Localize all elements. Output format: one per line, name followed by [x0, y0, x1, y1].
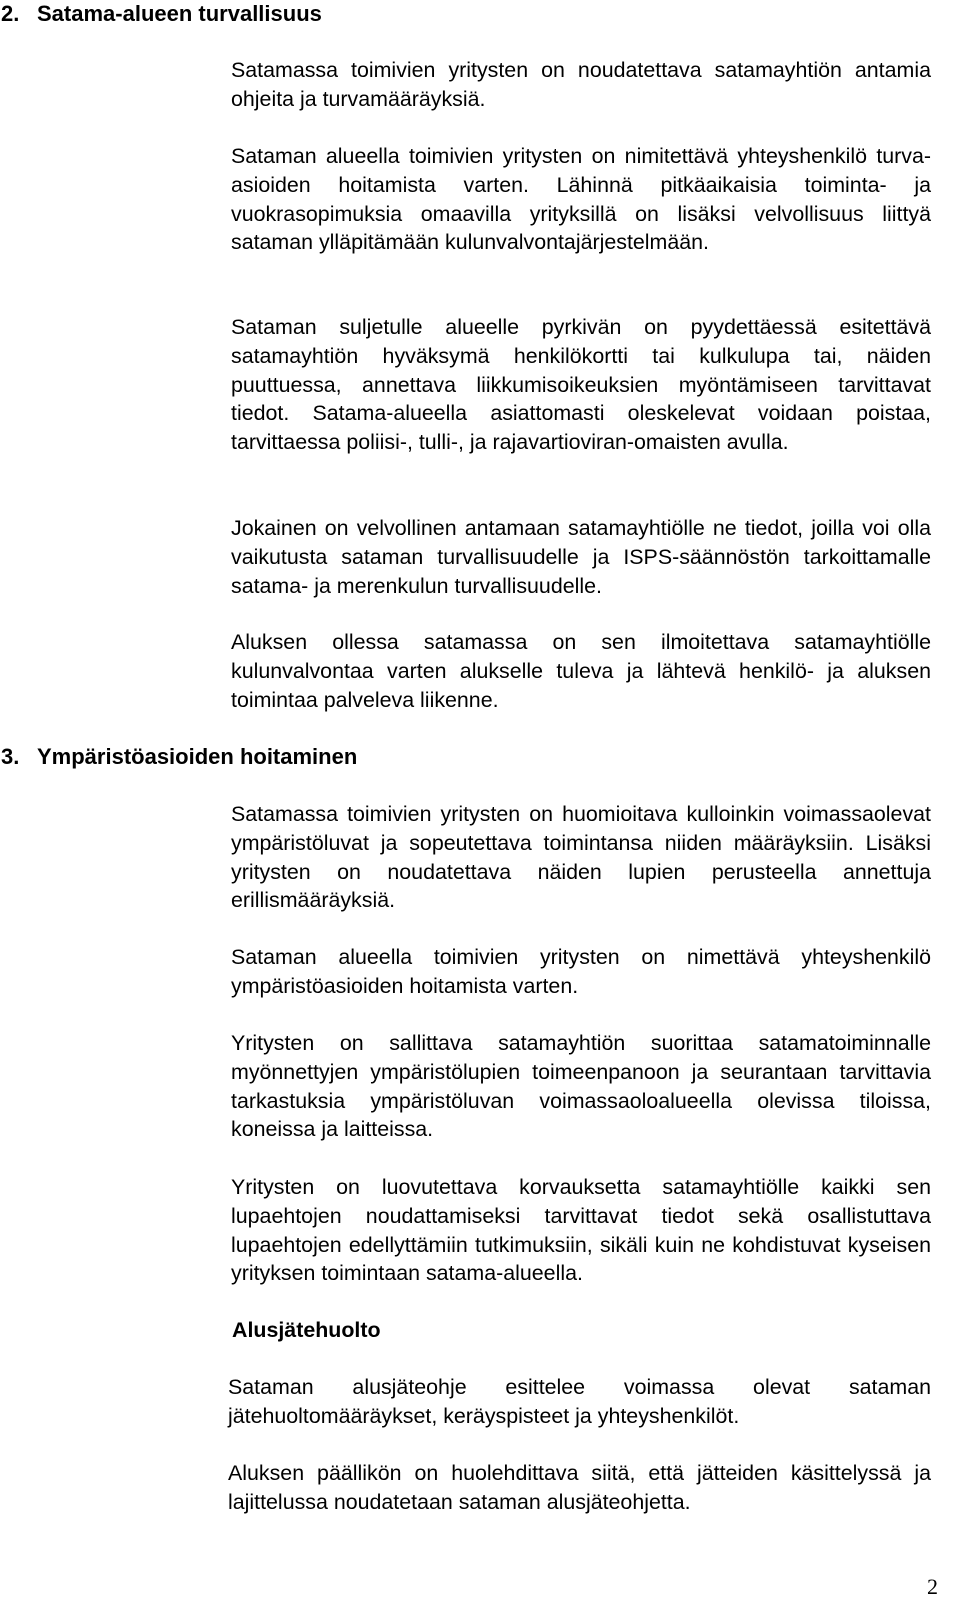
- page-number: 2: [927, 1574, 938, 1599]
- section-heading-2: [1, 1, 322, 27]
- section-number: 2.: [1, 1, 20, 26]
- subsection-heading: Alusjätehuolto: [232, 1318, 381, 1342]
- section-heading-3: [1, 744, 357, 770]
- paragraph: Aluksen ollessa satamassa on sen ilmoitettava satamayhtiölle kulunvalvontaa varten alukselle tuleva ja lähtevä henkilö- ja aluksen toimintaa palveleva liikenne.: [231, 630, 931, 712]
- paragraph: Satamassa toimivien yritysten on noudatettava satamayhtiön antamia ohjeita ja turvamääräyksiä.: [231, 58, 931, 111]
- paragraph: Jokainen on velvollinen antamaan satamayhtiölle ne tiedot, joilla voi olla vaikutusta sataman turvallisuudelle ja ISPS-säännöstön tarkoittamalle satama- ja merenkulun turvallisuudelle.: [231, 516, 931, 598]
- paragraph: Sataman suljetulle alueelle pyrkivän on pyydettäessä esitettävä satamayhtiön hyväksymä henkilökortti tai kulkulupa tai, näiden puuttuessa, annettava liikkumisoikeuksien myöntämiseen tarvittavat tiedot. Satama-alueella asiattomasti oleskelevat voidaan poistaa, tarvittaessa poliisi-, tulli-, ja rajavartioviran-omaisten avulla.: [231, 315, 931, 455]
- paragraph: Aluksen päällikön on huolehdittava siitä, että jätteiden käsittelyssä ja lajittelussa noudatetaan sataman alusjäteohjetta.: [228, 1461, 931, 1514]
- paragraph: Satamassa toimivien yritysten on huomioitava kulloinkin voimassaolevat ympäristöluvat ja sopeutettava toimintansa niiden määräyksiin. Lisäksi yritysten on noudatettava näiden lupien perusteella annettuja erillismääräyksiä.: [231, 802, 931, 913]
- section-title: Ympäristöasioiden hoitaminen: [37, 744, 358, 769]
- paragraph: Sataman alueella toimivien yritysten on nimitettävä yhteyshenkilö turva-asioiden hoitamista varten. Lähinnä pitkäaikaisia toiminta- ja vuokrasopimuksia omaavilla yrityksillä on lisäksi velvollisuus liittyä sataman ylläpitämään kulunvalvontajärjestelmään.: [231, 144, 931, 255]
- section-title: Satama-alueen turvallisuus: [37, 1, 322, 26]
- paragraph: Sataman alueella toimivien yritysten on nimettävä yhteyshenkilö ympäristöasioiden hoitamista varten.: [231, 945, 931, 998]
- paragraph: Yritysten on sallittava satamayhtiön suorittaa satamatoiminnalle myönnettyjen ympäristölupien toimeenpanoon ja seurantaan tarvittavia tarkastuksia ympäristöluvan voimassaoloalueella olevissa tiloissa, koneissa ja laitteissa.: [231, 1031, 931, 1142]
- section-number: 3.: [1, 744, 20, 769]
- paragraph: Sataman alusjäteohje esittelee voimassa olevat sataman jätehuoltomääräykset, keräyspisteet ja yhteyshenkilöt.: [228, 1375, 931, 1428]
- paragraph: Yritysten on luovutettava korvauksetta satamayhtiölle kaikki sen lupaehtojen noudattamiseksi tarvittavat tiedot sekä osallistuttava lupaehtojen edellyttämiin tutkimuksiin, sikäli kuin ne kohdistuvat kyseisen yrityksen toimintaan satama-alueella.: [231, 1175, 931, 1286]
